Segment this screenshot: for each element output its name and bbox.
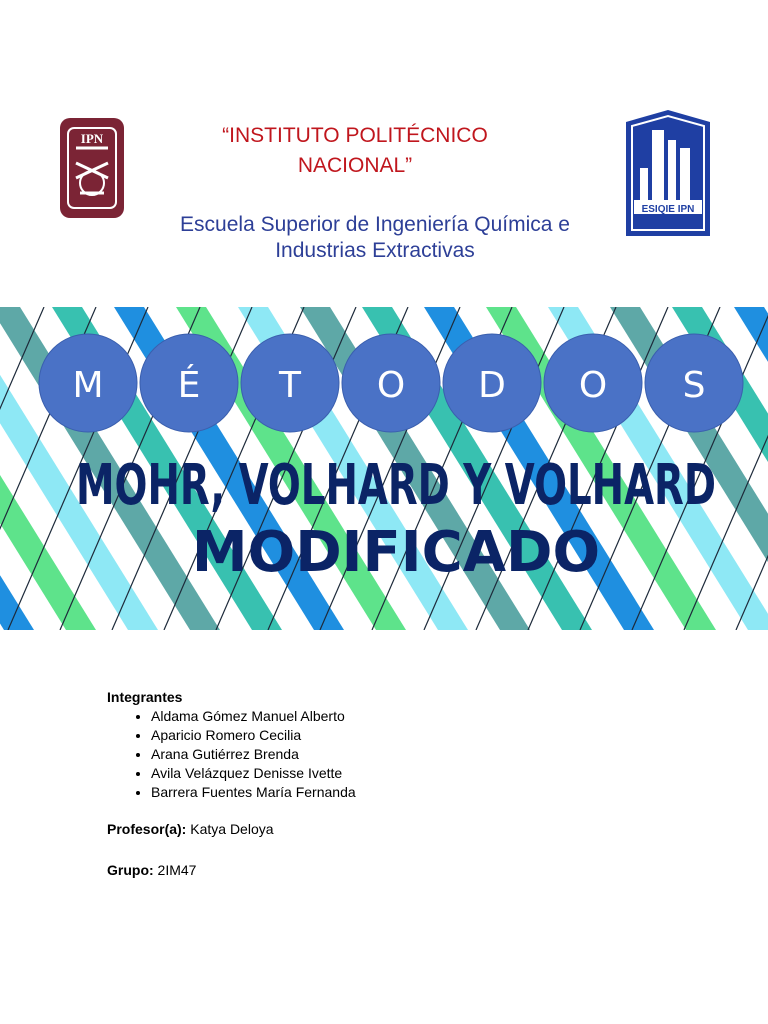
group-line	[107, 862, 196, 878]
letter-text: S	[682, 365, 706, 406]
letter-text: T	[279, 365, 301, 406]
letter-text: É	[177, 365, 201, 406]
svg-text:ESIQIE IPN: ESIQIE IPN	[641, 204, 695, 215]
subtitle-line-1: MOHR, VOLHARD Y VOLHARD	[76, 453, 716, 518]
letter-text: O	[376, 365, 406, 406]
esiqie-logo	[622, 108, 714, 240]
svg-text:IPN: IPN	[80, 131, 104, 146]
institution-title: “INSTITUTO POLITÉCNICO NACIONAL”	[222, 124, 488, 177]
member-item: • Arana Gutiérrez Brenda	[151, 745, 356, 764]
members-heading: Integrantes	[107, 689, 183, 705]
professor-name: Katya Deloya	[190, 821, 274, 837]
group-value: 2IM47	[157, 862, 197, 878]
group-label: Grupo:	[107, 862, 154, 878]
ipn-seal-logo	[50, 108, 134, 228]
title-banner	[0, 307, 768, 630]
subtitle-line-2: MODIFICADO	[191, 520, 601, 585]
member-item: • Avila Velázquez Denisse Ivette	[151, 764, 356, 783]
letter-text: D	[478, 365, 506, 406]
professor-label: Profesor(a):	[107, 821, 187, 837]
members-list	[107, 707, 356, 802]
members-section	[107, 689, 356, 802]
professor-line	[107, 821, 274, 837]
letter-text: O	[578, 365, 608, 406]
member-item: • Aldama Gómez Manuel Alberto	[151, 707, 356, 726]
letter-text: M	[72, 365, 104, 406]
member-item: • Aparicio Romero Cecilia	[151, 726, 356, 745]
school-name: Escuela Superior de Ingeniería Química e Industrias Extractivas	[180, 213, 570, 262]
member-item: • Barrera Fuentes María Fernanda	[151, 783, 356, 802]
